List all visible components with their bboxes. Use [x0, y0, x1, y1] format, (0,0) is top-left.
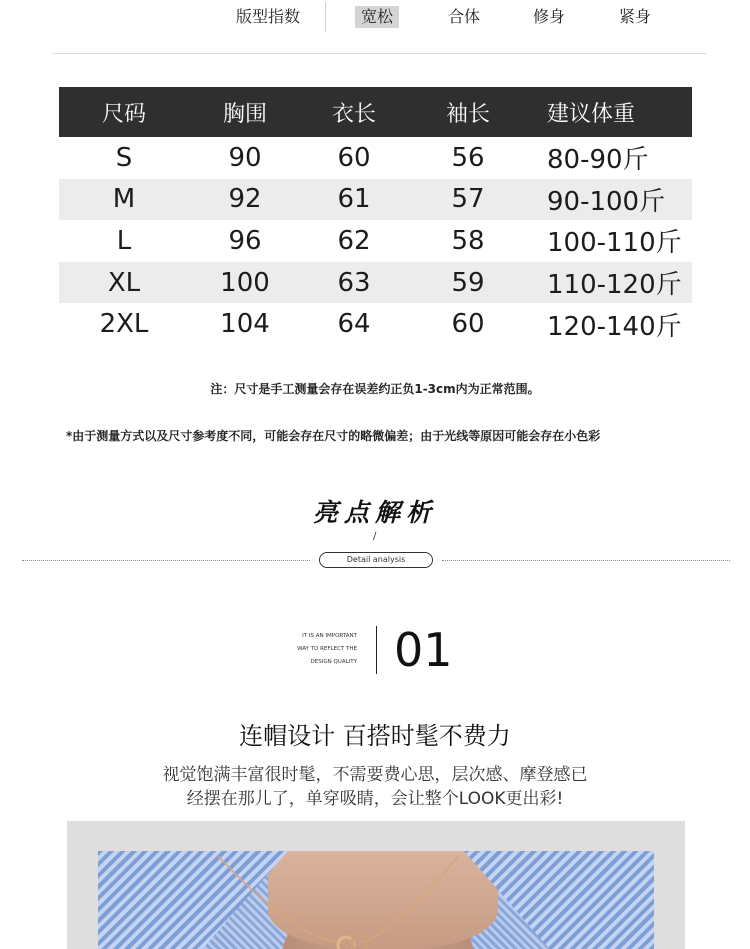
dotted-divider-left [22, 560, 310, 561]
fit-option-regular: 合体 [448, 7, 481, 26]
cell-weight: 100-110斤 [547, 228, 682, 259]
tagline-line: IT IS AN IMPORTANT [302, 633, 357, 639]
cell-size: XL [59, 262, 189, 304]
feature-desc-line: 视觉饱满丰富很时髦，不需要费心思，层次感、摩登感已 [162, 765, 588, 785]
cell-length: 64 [337, 309, 371, 340]
table-row [59, 262, 692, 304]
detail-analysis-pill: Detail analysis [319, 552, 433, 568]
number-divider [376, 626, 377, 674]
size-table [59, 87, 692, 345]
cell-chest: 104 [220, 309, 270, 340]
cell-weight: 90-100斤 [529, 179, 692, 221]
feature-desc-line: 经摆在那儿了，单穿吸睛，会让整个LOOK更出彩! [186, 789, 564, 809]
fit-index-label: 版型指数 [236, 7, 301, 26]
header-size: 尺码 [59, 87, 189, 137]
cell-weight: 120-140斤 [547, 311, 682, 342]
feature-title: 连帽设计 百搭时髦不费力 [239, 722, 511, 750]
cell-length: 60 [337, 142, 371, 173]
cell-chest: 90 [228, 142, 262, 173]
highlight-title: 亮点解析 [312, 498, 437, 527]
fit-option-loose: 宽松 [355, 6, 399, 28]
fit-index-row [0, 0, 750, 44]
cell-sleeve: 56 [451, 142, 485, 173]
cell-sleeve: 57 [407, 179, 529, 221]
table-row [59, 220, 692, 262]
table-row [59, 179, 692, 221]
size-table-header [59, 87, 692, 137]
product-photo [98, 851, 654, 949]
cell-weight: 110-120斤 [529, 262, 692, 304]
cell-length: 61 [301, 179, 407, 221]
cell-sleeve: 59 [407, 262, 529, 304]
necklace-graphic [98, 851, 654, 949]
cell-sleeve: 60 [451, 309, 485, 340]
cell-size: 2XL [99, 309, 149, 340]
tagline-line: DESIGN QUALITY [310, 659, 357, 665]
cell-length: 62 [337, 225, 371, 256]
feature-number-block [0, 620, 750, 680]
tagline-line: WAY TO REFLECT THE [297, 646, 357, 652]
feature-number: 01 [394, 623, 453, 677]
fit-option-slim: 修身 [533, 7, 566, 26]
measurement-note: 注：尺寸是手工测量会存在误差约正负1-3cm内为正常范围。 [210, 382, 540, 396]
table-row [59, 137, 692, 179]
deviation-note: *由于测量方式以及尺寸参考度不同，可能会存在尺寸的略微偏差；由于光线等原因可能会存在小色彩 [66, 429, 601, 443]
cell-size: S [115, 142, 133, 173]
product-photo-frame [67, 821, 685, 949]
header-chest: 胸围 [189, 87, 301, 137]
cell-chest: 92 [189, 179, 301, 221]
header-length: 衣长 [301, 87, 407, 137]
top-divider [52, 53, 706, 54]
dotted-divider-right [442, 560, 730, 561]
cell-size: M [59, 179, 189, 221]
fit-option-tight: 紧身 [619, 7, 652, 26]
cell-weight: 80-90斤 [547, 145, 649, 176]
table-row [59, 303, 692, 345]
feature-description [0, 763, 750, 811]
cell-sleeve: 58 [451, 225, 485, 256]
highlight-slash: / [373, 531, 377, 542]
feature-tagline [282, 630, 357, 669]
fit-divider [325, 2, 326, 32]
cell-size: L [116, 225, 132, 256]
cell-length: 63 [301, 262, 407, 304]
cell-chest: 96 [228, 225, 262, 256]
cell-chest: 100 [189, 262, 301, 304]
header-sleeve: 袖长 [407, 87, 529, 137]
header-weight: 建议体重 [529, 87, 692, 137]
